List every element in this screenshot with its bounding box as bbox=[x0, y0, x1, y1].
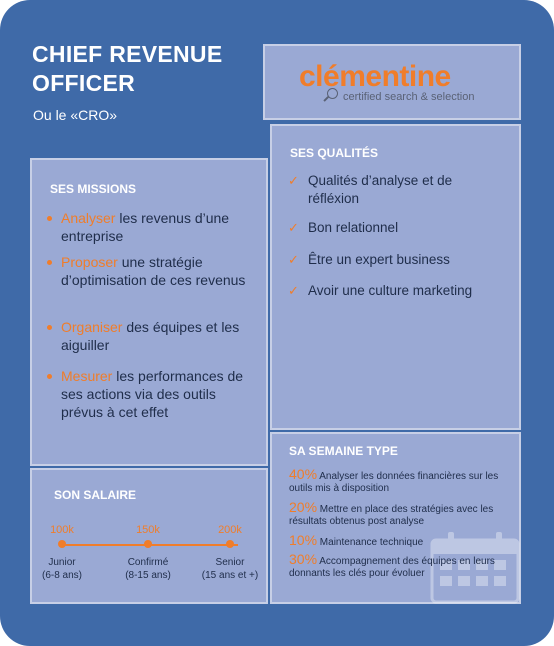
salary-level-label: Senior bbox=[215, 557, 245, 568]
check-icon: ✓ bbox=[288, 283, 299, 298]
quality-text: Qualités d’analyse et de réfléxion bbox=[308, 173, 453, 206]
quality-text: Être un expert business bbox=[308, 252, 450, 267]
week-text: Mettre en place des stratégies avec les résultats obtenus post analyse bbox=[289, 504, 494, 527]
salary-marker bbox=[226, 540, 234, 548]
salary-level-range: (8-15 ans) bbox=[125, 570, 171, 581]
salary-marker bbox=[144, 540, 152, 548]
mission-item bbox=[47, 253, 257, 289]
mission-text: une stratégie d’optimisation de ces revenus bbox=[61, 254, 246, 288]
week-percent: 10% bbox=[289, 532, 318, 548]
salary-level bbox=[27, 556, 97, 582]
subtitle: Ou le «CRO» bbox=[33, 107, 118, 123]
quality-item bbox=[288, 251, 488, 269]
bullet-icon bbox=[47, 216, 52, 221]
check-icon: ✓ bbox=[288, 252, 299, 267]
bullet-icon bbox=[47, 325, 52, 330]
quality-item bbox=[288, 219, 488, 237]
mission-verb: Analyser bbox=[61, 210, 116, 226]
qualities-panel bbox=[270, 124, 521, 430]
logo-wordmark: clémentine bbox=[299, 60, 451, 93]
quality-text: Avoir une culture marketing bbox=[308, 283, 473, 298]
week-text: Analyser les données financières sur les outils mis à disposition bbox=[289, 471, 499, 494]
page-title bbox=[32, 40, 222, 98]
salary-level-range: (6-8 ans) bbox=[41, 570, 82, 581]
mission-text: les revenus d’une entreprise bbox=[61, 210, 230, 244]
mission-item bbox=[47, 209, 257, 245]
mission-verb: Proposer bbox=[61, 254, 118, 270]
title-line-2: OFFICER bbox=[32, 70, 136, 96]
bullet-icon bbox=[47, 260, 52, 265]
missions-title: SES MISSIONS bbox=[50, 182, 137, 196]
week-percent: 40% bbox=[289, 466, 318, 482]
logo-panel bbox=[263, 44, 521, 120]
week-percent: 30% bbox=[289, 551, 318, 567]
logo-tagline: certified search & selection bbox=[343, 91, 475, 103]
mission-verb: Mesurer bbox=[61, 368, 113, 384]
quality-item bbox=[288, 282, 488, 300]
title-line-1: CHIEF REVENUE bbox=[32, 41, 223, 67]
salary-amount: 200k bbox=[218, 524, 242, 536]
mission-text: les performances de ses actions via des outils prévus à cet effet bbox=[61, 368, 244, 420]
quality-text: Bon relationnel bbox=[308, 220, 399, 235]
week-text: Maintenance technique bbox=[317, 537, 424, 548]
salary-amount: 100k bbox=[50, 524, 74, 536]
salary-amount: 150k bbox=[136, 524, 160, 536]
magnifier-icon bbox=[327, 88, 338, 99]
week-item bbox=[289, 468, 501, 495]
week-item bbox=[289, 501, 501, 528]
salary-marker bbox=[58, 540, 66, 548]
salary-level bbox=[113, 556, 183, 582]
mission-text: des équipes et les aiguiller bbox=[61, 319, 240, 353]
salary-level-label: Junior bbox=[48, 557, 76, 568]
salary-level-range: (15 ans et +) bbox=[201, 570, 259, 581]
qualities-title: SES QUALITÉS bbox=[290, 146, 379, 160]
check-icon: ✓ bbox=[288, 173, 299, 188]
salary-level-label: Confirmé bbox=[127, 557, 169, 568]
bullet-icon bbox=[47, 374, 52, 379]
week-item bbox=[289, 534, 501, 549]
week-percent: 20% bbox=[289, 499, 318, 515]
week-text: Accompagnement des équipes en leurs donnants les clés pour évoluer bbox=[289, 556, 495, 579]
mission-verb: Organiser bbox=[61, 319, 123, 335]
salary-title: SON SALAIRE bbox=[54, 488, 137, 502]
check-icon: ✓ bbox=[288, 220, 299, 235]
week-title: SA SEMAINE TYPE bbox=[289, 444, 398, 458]
mission-item bbox=[47, 367, 257, 421]
quality-item bbox=[288, 172, 488, 208]
salary-level bbox=[195, 556, 265, 582]
mission-item bbox=[47, 318, 257, 354]
week-item bbox=[289, 553, 501, 580]
